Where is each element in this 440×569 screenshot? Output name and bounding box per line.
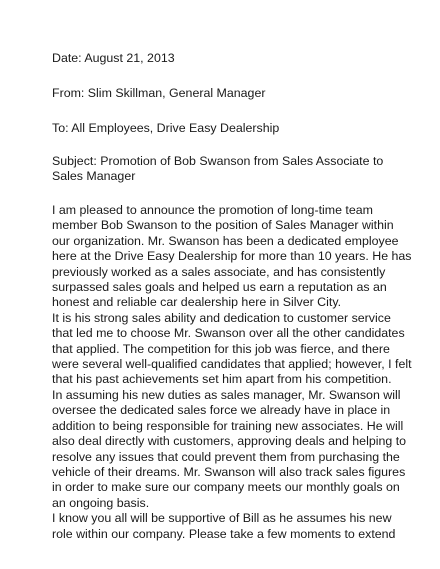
memo-date: Date: August 21, 2013 [52,51,175,65]
memo-subject [52,154,383,185]
body-line: addition to being responsible for training new associates. He will [52,418,404,433]
body-line: In assuming his new duties as sales manager, Mr. Swanson will [52,387,401,402]
body-line: our organization. Mr. Swanson has been a dedicated employee [52,233,399,248]
subject-line: Sales Manager [52,169,136,184]
body-line: honest and reliable car dealership here in Silver City. [52,295,342,310]
memo-to: To: All Employees, Drive Easy Dealership [52,121,280,135]
body-line: in order to make sure our company meets our monthly goals on [52,480,400,495]
body-line: It is his strong sales ability and dedication to customer service [52,310,391,325]
body-line: oversee the dedicated sales force we already have in place in [52,403,391,418]
body-line: an ongoing basis. [52,495,150,510]
memo-from: From: Slim Skillman, General Manager [52,86,266,100]
body-line: that applied. The competition for this job was fierce, and there [52,341,390,356]
body-line: here at the Drive Easy Dealership for more than 10 years. He has [52,249,412,264]
body-line: also deal directly with customers, approving deals and helping to [52,434,407,449]
body-line: were several well-qualified candidates that applied; however, I felt [52,357,412,372]
subject-line: Subject: Promotion of Bob Swanson from Sales Associate to [52,154,384,168]
body-line: resolve any issues that could prevent them from purchasing the [52,449,400,464]
memo-body [52,203,412,542]
body-line: I am pleased to announce the promotion of long-time team [52,203,373,217]
body-line: previously worked as a sales associate, and has consistently [52,264,386,279]
body-line: member Bob Swanson to the position of Sales Manager within [52,218,394,233]
body-line: role within our company. Please take a few moments to extend [52,526,396,541]
body-line: vehicle of their dreams. Mr. Swanson will also track sales figures [52,464,406,479]
body-line: that led me to choose Mr. Swanson over all the other candidates [52,326,405,341]
body-line: that his past achievements set him apart from his competition. [52,372,392,387]
body-line: I know you all will be supportive of Bill as he assumes his new [52,511,392,526]
body-line: surpassed sales goals and helped us earn a reputation as an [52,280,387,295]
